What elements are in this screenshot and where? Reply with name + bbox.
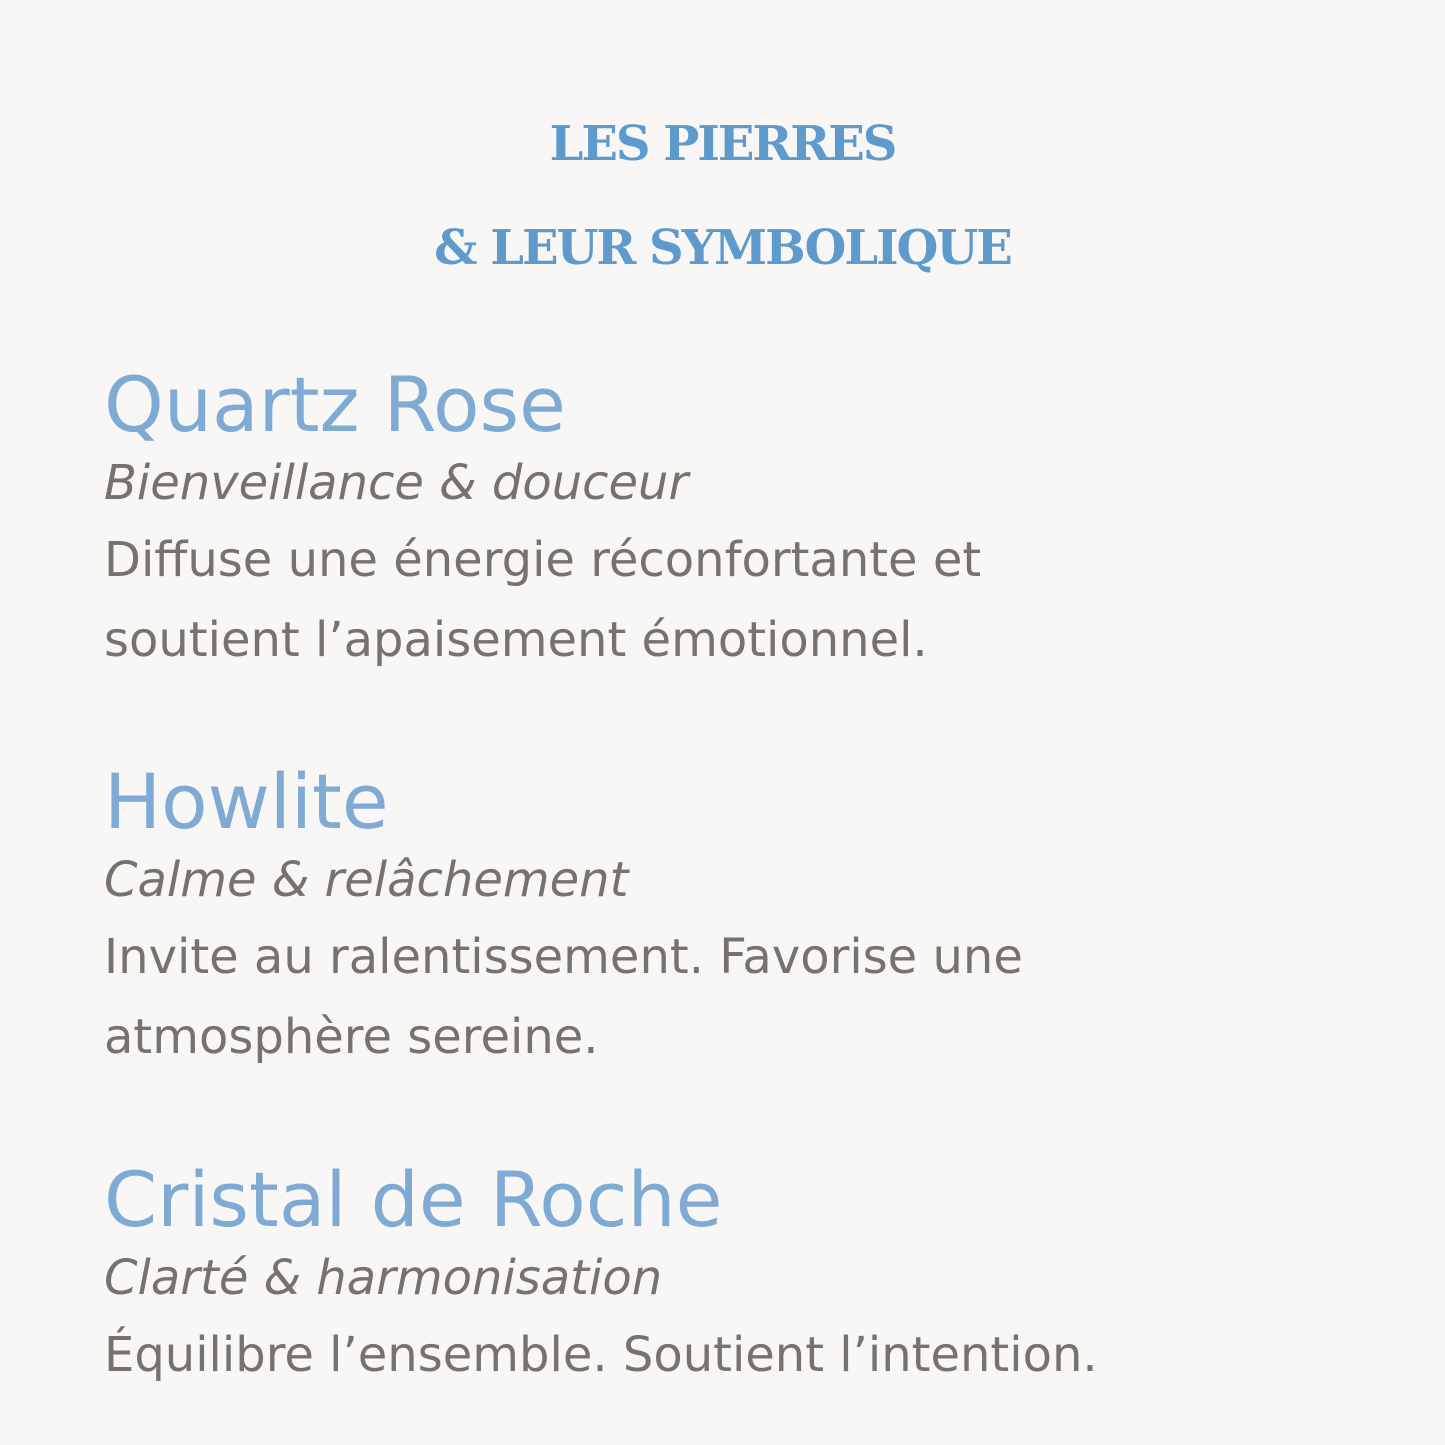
stone-description-line: Invite au ralentissement. Favorise une <box>104 929 1023 985</box>
page-title <box>0 92 1445 300</box>
stone-quartz-rose <box>104 360 1344 680</box>
page-title-line-1: LES PIERRES <box>549 116 896 172</box>
stone-subtitle: Calme & relâchement <box>104 852 629 908</box>
stone-description <box>104 917 1344 1077</box>
stone-description-line: Diffuse une énergie réconfortante et <box>104 532 982 588</box>
stone-howlite <box>104 757 1344 1077</box>
stone-subtitle: Bienveillance & douceur <box>104 455 689 511</box>
stone-description <box>104 1315 1344 1395</box>
stone-cristal-de-roche <box>104 1155 1344 1395</box>
page-title-line-2: & LEUR SYMBOLIQUE <box>434 220 1011 276</box>
stone-description-line: atmosphère sereine. <box>104 1009 599 1065</box>
stone-description <box>104 520 1344 680</box>
stone-description-line: Équilibre l’ensemble. Soutient l’intention. <box>104 1327 1098 1383</box>
stone-name: Howlite <box>104 757 389 846</box>
stone-description-line: soutient l’apaisement émotionnel. <box>104 612 928 668</box>
stone-name: Quartz Rose <box>104 360 566 449</box>
stone-subtitle: Clarté & harmonisation <box>104 1250 663 1306</box>
stone-name: Cristal de Roche <box>104 1155 723 1244</box>
